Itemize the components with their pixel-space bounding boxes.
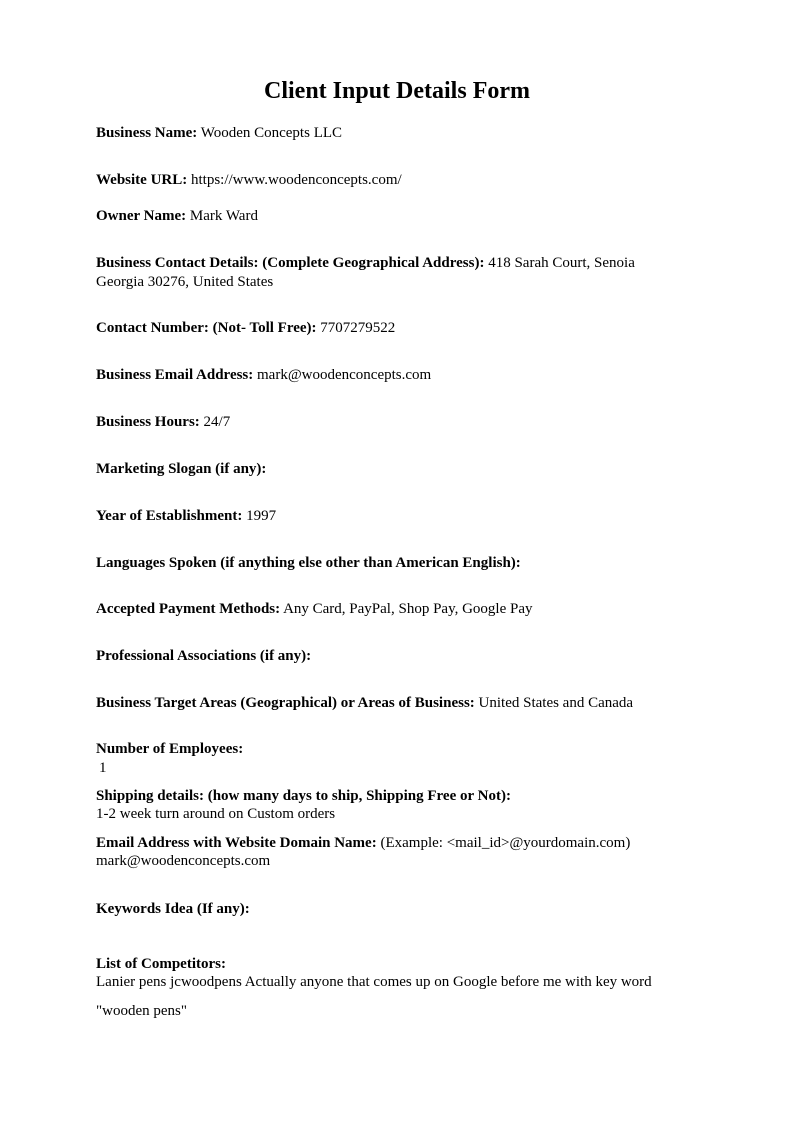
field-value: mark@woodenconcepts.com: [96, 853, 271, 869]
field-competitors-value-line2: [96, 1002, 716, 1021]
field-year-established: [96, 507, 716, 526]
field-value: 1997: [246, 508, 277, 524]
field-hint: (Example: <mail_id>@yourdomain.com): [380, 835, 631, 851]
field-label: Business Contact Details: (Complete Geographical Address):: [96, 255, 485, 271]
field-business-email: [96, 366, 716, 385]
field-label: List of Competitors:: [96, 956, 226, 972]
field-value: United States and Canada: [478, 695, 634, 711]
field-value: https://www.woodenconcepts.com/: [191, 172, 402, 188]
page-title: Client Input Details Form: [264, 78, 530, 104]
field-label: Accepted Payment Methods:: [96, 601, 281, 617]
field-value: Any Card, PayPal, Shop Pay, Google Pay: [283, 601, 533, 617]
field-address-line2: [96, 273, 716, 292]
field-marketing-slogan: [96, 460, 716, 479]
field-payment-methods: [96, 600, 716, 619]
field-employees-value: [99, 759, 719, 778]
field-value: 7707279522: [320, 320, 396, 336]
field-target-areas: [96, 694, 716, 713]
field-value: 1-2 week turn around on Custom orders: [96, 806, 336, 822]
field-label: Languages Spoken (if anything else other than American English):: [96, 555, 521, 571]
field-label: Owner Name:: [96, 208, 187, 224]
field-value: Mark Ward: [189, 208, 258, 224]
field-value: 418 Sarah Court, Senoia: [488, 255, 635, 271]
field-label: Professional Associations (if any):: [96, 648, 312, 664]
field-value: Lanier pens jcwoodpens Actually anyone that comes up on Google before me with key word: [96, 974, 652, 990]
field-associations: [96, 647, 716, 666]
field-value: Wooden Concepts LLC: [200, 125, 343, 141]
field-business-name: [96, 124, 716, 143]
field-competitors: [96, 955, 716, 974]
field-value: "wooden pens": [96, 1003, 187, 1019]
field-label: Keywords Idea (If any):: [96, 901, 250, 917]
field-value: 1: [99, 760, 107, 776]
field-label: Contact Number: (Not- Toll Free):: [96, 320, 317, 336]
field-employees: [96, 740, 716, 759]
field-shipping: [96, 787, 716, 806]
field-value: mark@woodenconcepts.com: [257, 367, 432, 383]
field-label: Marketing Slogan (if any):: [96, 461, 267, 477]
field-domain-email-value: [96, 852, 716, 871]
field-label: Year of Establishment:: [96, 508, 243, 524]
field-label: Email Address with Website Domain Name:: [96, 835, 377, 851]
field-label: Website URL:: [96, 172, 188, 188]
field-label: Business Email Address:: [96, 367, 254, 383]
field-label: Business Target Areas (Geographical) or Areas of Business:: [96, 695, 475, 711]
field-value: Georgia 30276, United States: [96, 274, 274, 290]
field-languages: [96, 554, 716, 573]
field-competitors-value: [96, 973, 736, 992]
field-keywords: [96, 900, 716, 919]
field-website-url: [96, 171, 716, 190]
field-business-hours: [96, 413, 716, 432]
field-label: Business Name:: [96, 125, 198, 141]
field-contact-number: [96, 319, 716, 338]
field-address: [96, 254, 716, 273]
field-label: Shipping details: (how many days to ship, Shipping Free or Not):: [96, 788, 511, 804]
field-label: Number of Employees:: [96, 741, 244, 757]
field-domain-email: [96, 834, 716, 853]
field-owner-name: [96, 207, 716, 226]
field-shipping-value: [96, 805, 716, 824]
field-value: 24/7: [203, 414, 231, 430]
field-label: Business Hours:: [96, 414, 200, 430]
